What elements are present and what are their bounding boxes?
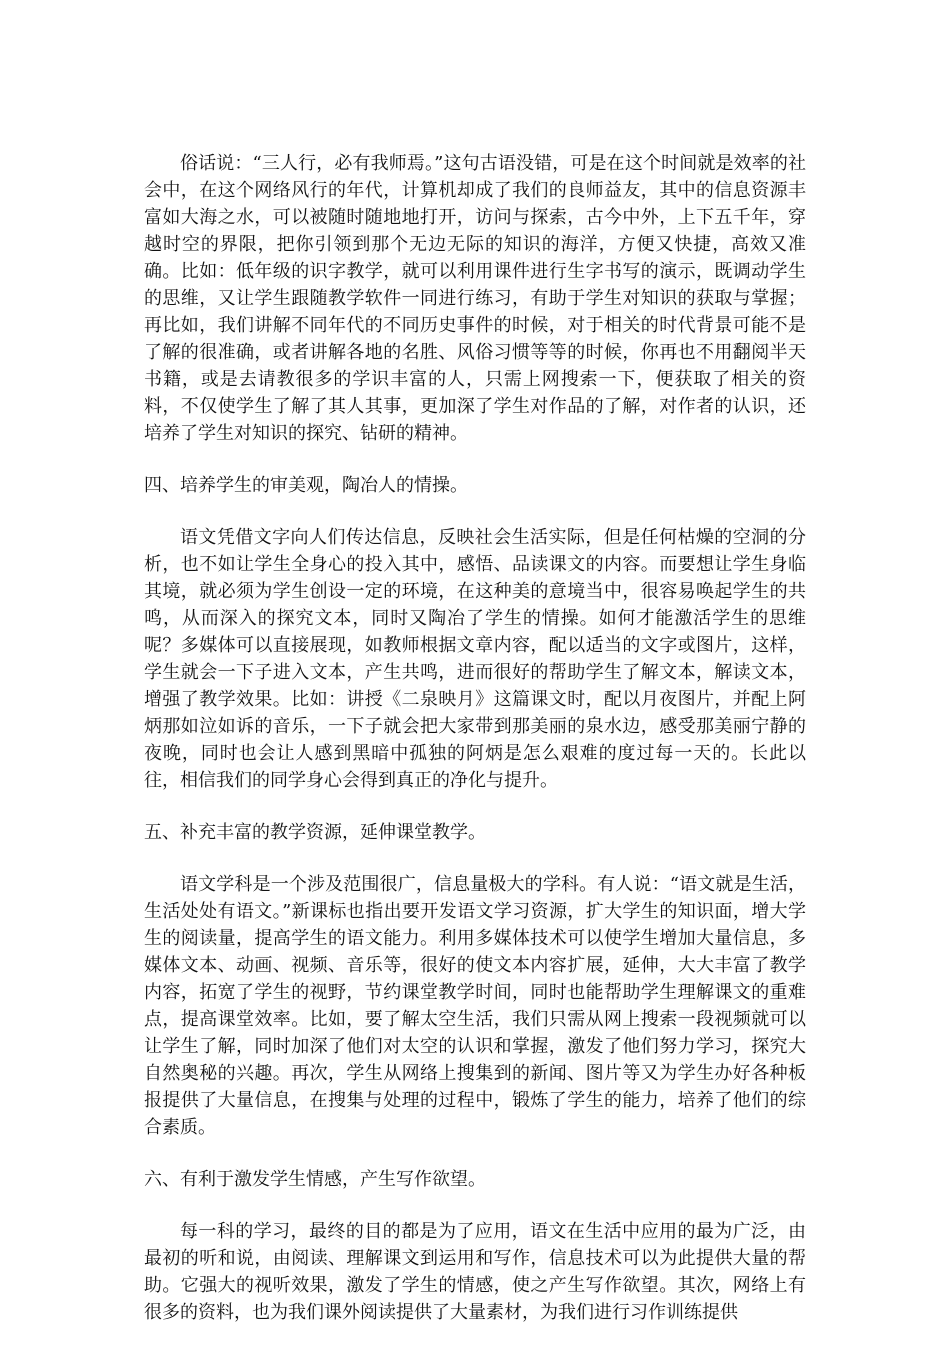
paragraph-writing-motivation: 每一科的学习，最终的目的都是为了应用，语文在生活中应用的最为广泛，由最初的听和说，由阅读、理解课文到运用和写作，信息技术可以为此提供大量的帮助。它强大的视听效果，激发了学生的情感，使之产生写作欲望。其次，网络上有很多的资料，也为我们课外阅读提供了大量素材，为我们进行习作训练提供 (144, 1221, 806, 1323)
paragraph-aesthetics: 语文凭借文字向人们传达信息，反映社会生活实际，但是任何枯燥的空洞的分析，也不如让学生全身心的投入其中，感悟、品读课文的内容。而要想让学生身临其境，就必须为学生创设一定的环境，在这种美的意境当中，很容易唤起学生的共鸣，从而深入的探究文本，同时又陶冶了学生的情操。如何才能激活学生的思维呢？多媒体可以直接展现，如教师根据文章内容，配以适当的文字或图片，这样，学生就会一下子进入文本，产生共鸣，进而很好的帮助学生了解文本，解读文本，增强了教学效果。比如：讲授《二泉映月》这篇课文时，配以月夜图片，并配上阿炳那如泣如诉的音乐，一下子就会把大家带到那美丽的泉水边，感受那美丽宁静的夜晚，同时也会让人感到黑暗中孤独的阿炳是怎么艰难的度过每一天的。长此以往，相信我们的同学身心会得到真正的净化与提升。 (144, 527, 806, 791)
paragraph-teaching-resources: 语文学科是一个涉及范围很广，信息量极大的学科。有人说：“语文就是生活，生活处处有语文。”新课标也指出要开发语文学习资源，扩大学生的知识面，增大学生的阅读量，提高学生的语文能力。利用多媒体技术可以使学生增加大量信息，多媒体文本、动画、视频、音乐等，很好的使文本内容扩展，延伸，大大丰富了教学内容，拓宽了学生的视野，节约课堂教学时间，同时也能帮助学生理解课文的重难点，提高课堂效率。比如，要了解太空生活，我们只需从网上搜索一段视频就可以让学生了解，同时加深了他们对太空的认识和掌握，激发了他们努力学习，探究大自然奥秘的兴趣。再次，学生从网络上搜集到的新闻、图片等又为学生办好各种板报提供了大量信息，在搜集与处理的过程中，锻炼了学生的能力，培养了他们的综合素质。 (144, 874, 806, 1138)
paragraph-online-resources: 俗话说：“三人行，必有我师焉。”这句古语没错，可是在这个时间就是效率的社会中，在这个网络风行的年代，计算机却成了我们的良师益友，其中的信息资源丰富如大海之水，可以被随时随地地打开，访问与探索，古今中外，上下五千年，穿越时空的界限，把你引领到那个无边无际的知识的海洋，方便又快捷，高效又准确。比如：低年级的识字教学，就可以利用课件进行生字书写的演示，既调动学生的思维，又让学生跟随教学软件一同进行练习，有助于学生对知识的获取与掌握；再比如，我们讲解不同年代的不同历史事件的时候，对于相关的时代背景可能不是了解的很准确，或者讲解各地的名胜、风俗习惯等等的时候，你再也不用翻阅半天书籍，或是去请教很多的学识丰富的人，只需上网搜索一下，便获取了相关的资料，不仅使学生了解了其人其事，更加深了学生对作品的了解，对作者的认识，还培养了学生对知识的探究、钻研的精神。 (144, 153, 806, 444)
section-heading-6: 六、有利于激发学生情感，产生写作欲望。 (144, 1169, 486, 1190)
section-heading-4: 四、培养学生的审美观，陶冶人的情操。 (144, 475, 468, 496)
document-page (144, 150, 806, 1351)
section-heading-5: 五、补充丰富的教学资源，延伸课堂教学。 (144, 822, 486, 843)
